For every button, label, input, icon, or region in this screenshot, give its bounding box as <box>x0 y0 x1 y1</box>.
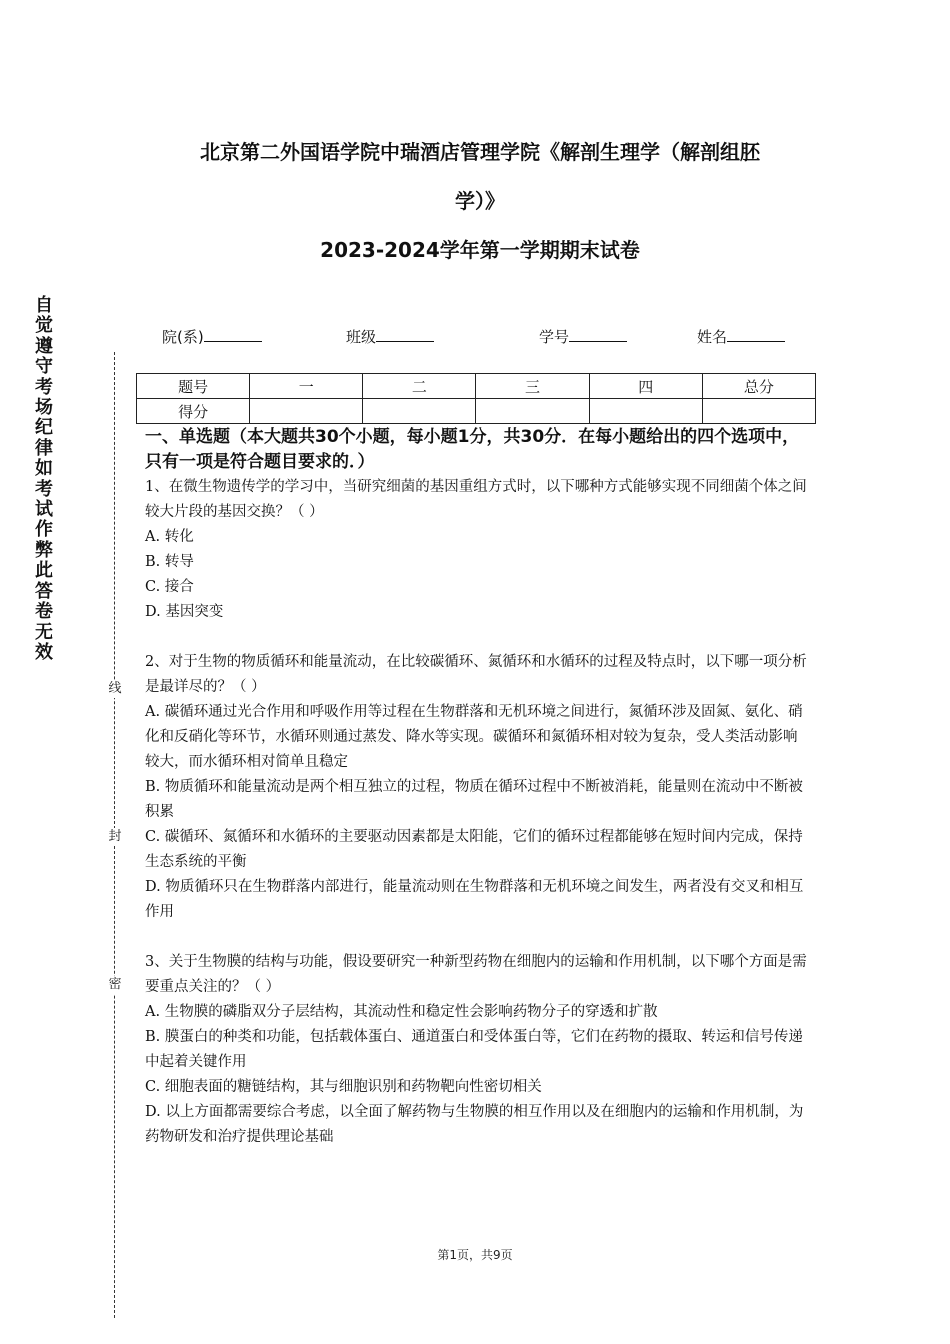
score-cell[interactable] <box>589 399 702 424</box>
student-id-blank[interactable] <box>569 326 627 342</box>
class-blank[interactable] <box>376 326 434 342</box>
exam-content <box>145 425 811 1150</box>
exam-discipline-notice: 自觉遵守考场纪律如考试作弊此答卷无效 <box>35 295 53 663</box>
score-header-cell: 二 <box>363 374 476 399</box>
department-blank[interactable] <box>204 326 262 342</box>
question-2 <box>145 650 811 925</box>
section-heading: 一、单选题（本大题共30个小题，每小题1分，共30分．在每小题给出的四个选项中，只有一项是符合题目要求的．） <box>145 427 800 472</box>
student-id-label: 学号 <box>539 328 570 346</box>
question-stem: 1、在微生物遗传学的学习中，当研究细菌的基因重组方式时，以下哪种方式能够实现不同细菌个体之间较大片段的基因交换？（ ） <box>145 479 807 520</box>
option-d[interactable]: D. 以上方面都需要综合考虑，以全面了解药物与生物膜的相互作用以及在细胞内的运输和作用机制，为药物研发和治疗提供理论基础 <box>145 1104 804 1145</box>
option-b[interactable]: B. 膜蛋白的种类和功能，包括载体蛋白、通道蛋白和受体蛋白等，它们在药物的摄取、转运和信号传递中起着关键作用 <box>145 1029 803 1070</box>
seal-char-line: 线 <box>106 680 124 698</box>
score-cell[interactable] <box>363 399 476 424</box>
question-stem: 3、关于生物膜的结构与功能，假设要研究一种新型药物在细胞内的运输和作用机制，以下哪个方面是需要重点关注的？（ ） <box>145 954 807 995</box>
exam-title-line2: 学）》 <box>455 189 505 213</box>
score-header-cell: 一 <box>250 374 363 399</box>
option-b[interactable]: B. 转导 <box>145 554 194 570</box>
question-stem: 2、对于生物的物质循环和能量流动，在比较碳循环、氮循环和水循环的过程及特点时，以下哪一项分析是最详尽的？（ ） <box>145 654 807 695</box>
class-label: 班级 <box>346 328 377 346</box>
question-3 <box>145 950 811 1150</box>
option-c[interactable]: C. 接合 <box>145 579 194 595</box>
option-c[interactable]: C. 细胞表面的糖链结构，其与细胞识别和药物靶向性密切相关 <box>145 1079 542 1095</box>
option-a[interactable]: A. 转化 <box>145 529 194 545</box>
name-field[interactable] <box>697 326 785 347</box>
option-a[interactable]: A. 生物膜的磷脂双分子层结构，其流动性和稳定性会影响药物分子的穿透和扩散 <box>145 1004 658 1020</box>
class-field[interactable] <box>346 326 434 347</box>
question-1 <box>145 475 811 625</box>
department-label: 院(系) <box>162 328 204 346</box>
score-cell[interactable] <box>702 399 815 424</box>
option-b[interactable]: B. 物质循环和能量流动是两个相互独立的过程，物质在循环过程中不断被消耗，能量则在流动中不断被积累 <box>145 779 803 820</box>
name-label: 姓名 <box>697 328 728 346</box>
score-table <box>136 373 816 424</box>
score-row-label: 得分 <box>137 399 250 424</box>
exam-title-line3: 2023-2024学年第一学期期末试卷 <box>320 238 640 262</box>
option-d[interactable]: D. 基因突变 <box>145 604 224 620</box>
score-header-cell: 总分 <box>702 374 815 399</box>
score-table-score-row <box>137 399 816 424</box>
option-a[interactable]: A. 碳循环通过光合作用和呼吸作用等过程在生物群落和无机环境之间进行，氮循环涉及固氮、氨化、硝化和反硝化等环节，水循环则通过蒸发、降水等实现。碳循环和氮循环相对较为复杂，受人类活动影响较大，而水循环相对简单且稳定 <box>145 704 803 770</box>
score-table-header-row <box>137 374 816 399</box>
option-c[interactable]: C. 碳循环、氮循环和水循环的主要驱动因素都是太阳能，它们的循环过程都能够在短时间内完成，保持生态系统的平衡 <box>145 829 803 870</box>
name-blank[interactable] <box>727 326 785 342</box>
seal-char-secret: 密 <box>106 976 124 994</box>
option-d[interactable]: D. 物质循环只在生物群落内部进行，能量流动则在生物群落和无机环境之间发生，两者没有交叉和相互作用 <box>145 879 804 920</box>
score-header-cell: 四 <box>589 374 702 399</box>
score-cell[interactable] <box>250 399 363 424</box>
page-number: 第1页，共9页 <box>437 1248 513 1262</box>
score-cell[interactable] <box>476 399 589 424</box>
exam-title-line1: 北京第二外国语学院中瑞酒店管理学院《解剖生理学（解剖组胚 <box>200 140 760 164</box>
student-id-field[interactable] <box>539 326 627 347</box>
score-header-cell: 题号 <box>137 374 250 399</box>
score-header-cell: 三 <box>476 374 589 399</box>
seal-char-seal: 封 <box>106 828 124 846</box>
department-field[interactable] <box>162 326 262 347</box>
